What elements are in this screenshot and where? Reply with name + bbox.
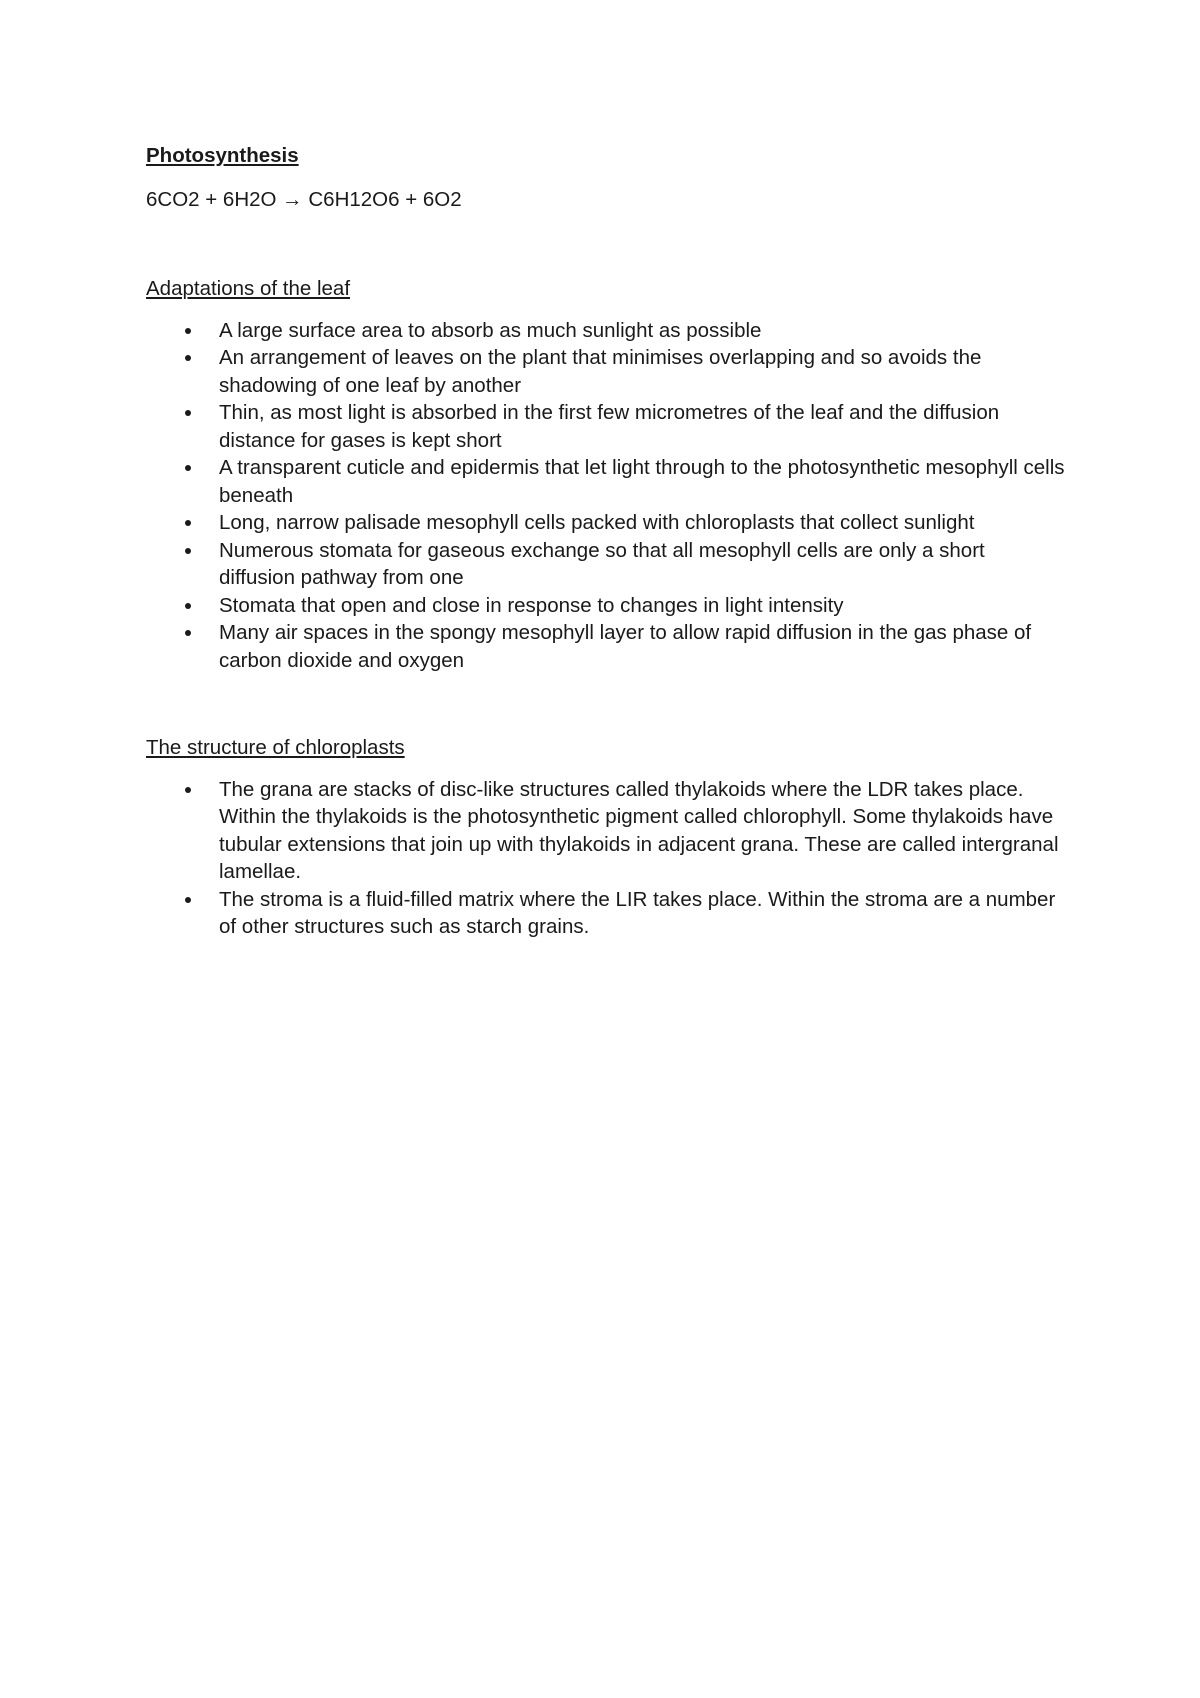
list-item [146, 592, 1066, 620]
bullet-icon [185, 787, 191, 793]
section-heading-leaf-adaptations: Adaptations of the leaf [146, 277, 351, 300]
bullet-icon [185, 465, 191, 471]
bullet-icon [185, 897, 191, 903]
list-item-text: The stroma is a fluid-filled matrix where the LIR takes place. Within the stroma are a number of other structures such as starch grains. [219, 887, 1056, 938]
bullet-icon [185, 630, 191, 636]
list-item [146, 886, 1066, 941]
chloroplast-structure-list [146, 776, 1066, 941]
list-item-text: Stomata that open and close in response to changes in light intensity [219, 593, 844, 617]
list-item-text: Thin, as most light is absorbed in the first few micrometres of the leaf and the diffusion distance for gases is kept short [219, 401, 1000, 452]
list-item-text: The grana are stacks of disc-like structures called thylakoids where the LDR takes place. Within the thylakoids is the photosynthetic pigment called chlorophyll. Some thylakoids have tubular extensions that join up with thylakoids in adjacent grana. These are called intergranal lamellae. [219, 777, 1059, 883]
bullet-icon [185, 603, 191, 609]
bullet-icon [185, 520, 191, 526]
list-item [146, 619, 1066, 674]
section-heading-chloroplast-structure: The structure of chloroplasts [146, 736, 405, 759]
photosynthesis-equation: 6CO2 + 6H2O → C6H12O6 + 6O2 [146, 187, 462, 211]
page-title: Photosynthesis [146, 144, 299, 167]
list-item [146, 454, 1066, 509]
list-item [146, 776, 1066, 886]
list-item [146, 509, 1066, 537]
list-item-text: Long, narrow palisade mesophyll cells packed with chloroplasts that collect sunlight [219, 511, 975, 534]
list-item [146, 399, 1066, 454]
leaf-adaptations-list [146, 317, 1066, 675]
list-item-text: A large surface area to absorb as much sunlight as possible [219, 318, 762, 342]
bullet-icon [185, 410, 191, 416]
bullet-icon [185, 355, 191, 361]
bullet-icon [185, 328, 191, 334]
bullet-icon [185, 548, 191, 554]
list-item [146, 344, 1066, 399]
list-item-text: A transparent cuticle and epidermis that let light through to the photosynthetic mesophyll cells beneath [219, 456, 1065, 507]
list-item [146, 317, 1066, 345]
list-item-text: Numerous stomata for gaseous exchange so that all mesophyll cells are only a short diffusion pathway from one [219, 538, 985, 589]
document-content [146, 142, 1066, 941]
list-item-text: Many air spaces in the spongy mesophyll layer to allow rapid diffusion in the gas phase of carbon dioxide and oxygen [219, 621, 1032, 672]
list-item-text: An arrangement of leaves on the plant that minimises overlapping and so avoids the shadowing of one leaf by another [219, 346, 982, 397]
list-item [146, 537, 1066, 592]
